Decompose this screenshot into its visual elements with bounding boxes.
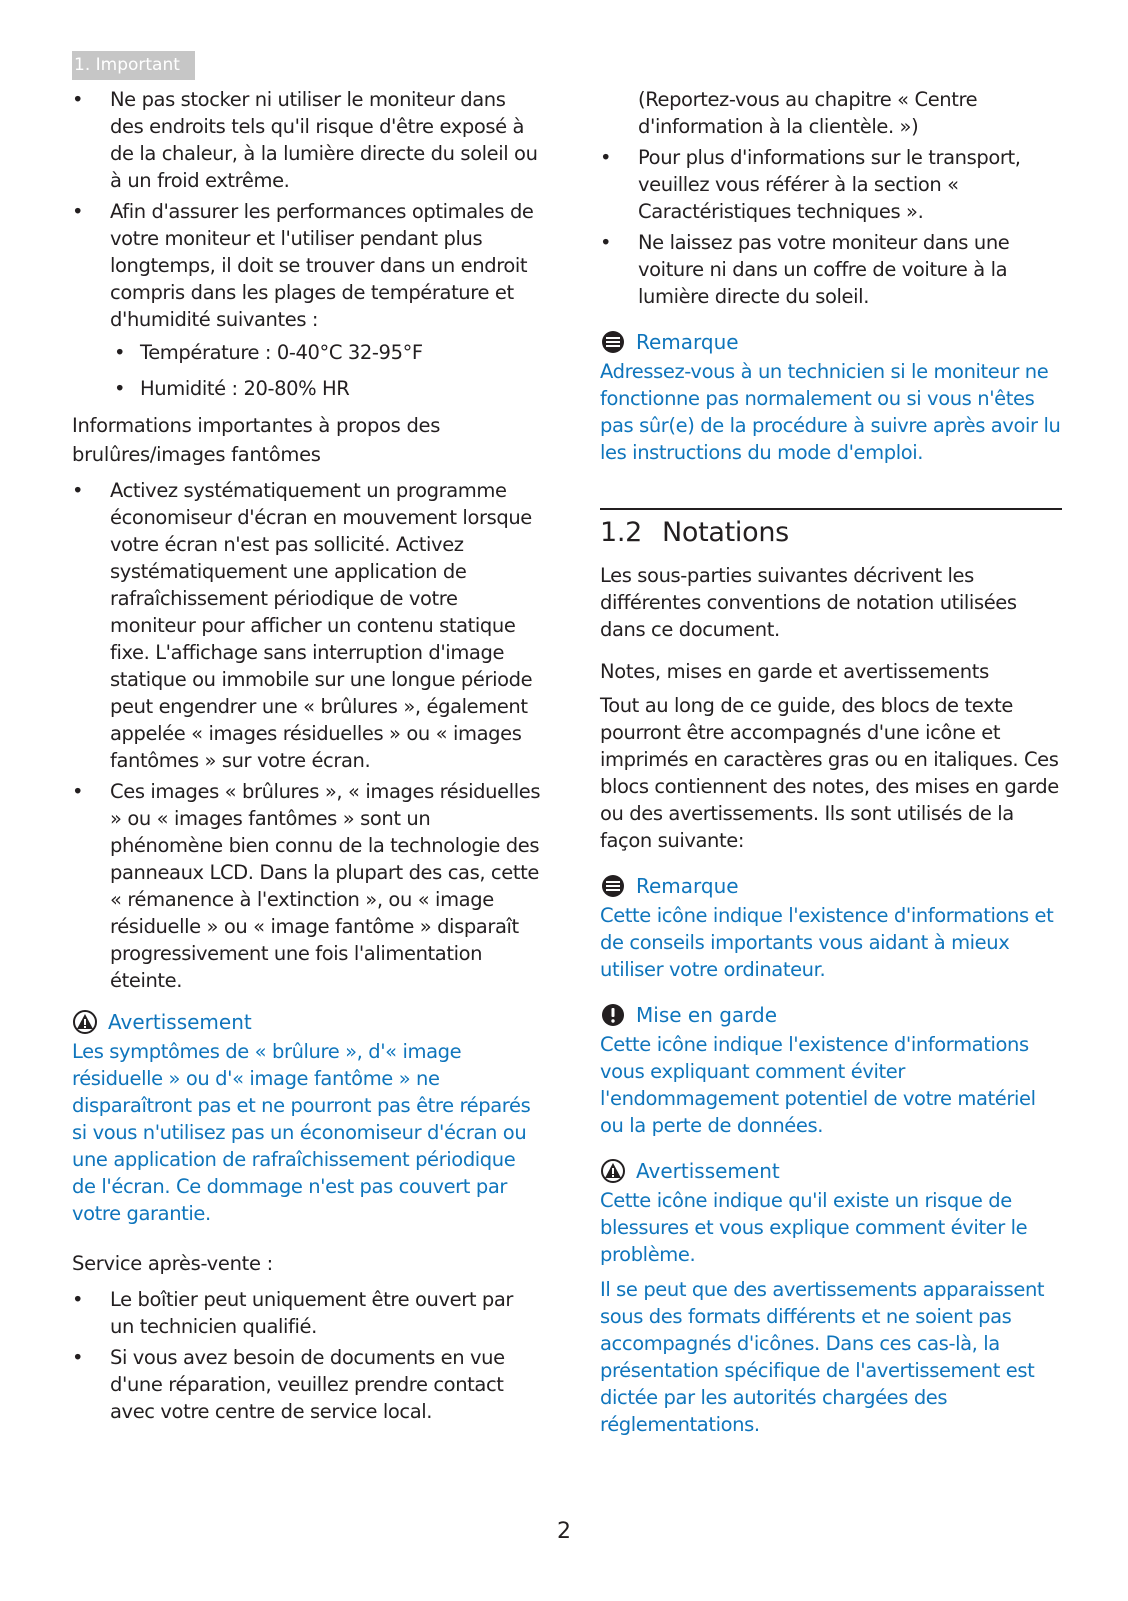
list-item: • Si vous avez besoin de documents en vue d'une réparation, veuillez prendre contact avec votre centre de service local. (72, 1344, 542, 1425)
note-icon (600, 874, 626, 898)
notes-heading: Notes, mises en garde et avertissements (600, 660, 989, 683)
section-number: 1.2 (600, 517, 643, 548)
warning-body: Les symptômes de « brûlure », d'« image résiduelle » ou d'« image fantôme » ne disparaîtront pas et ne pourront pas être réparés si vous n'utilisez pas un économiseur d'écran ou une application de rafraîchissement périodique de l'écran. Ce dommage n'est pas couvert par votre garantie. (72, 1040, 531, 1225)
notes-paragraph: Tout au long de ce guide, des blocs de texte pourront être accompagnés d'une icône et imprimés en caractères gras ou en italiques. Ces blocs contiennent des notes, des mises en garde ou des avertissements. Ils sont utilisés de la façon suivante: (600, 694, 1059, 852)
section-title (600, 512, 1062, 554)
warning-title-label: Avertissement (636, 1159, 780, 1183)
remark-body: Cette icône indique l'existence d'informations et de conseils importants vous aidant à mieux utiliser votre ordinateur. (600, 904, 1054, 981)
caution-body: Cette icône indique l'existence d'informations vous expliquant comment éviter l'endommagement potentiel de votre matériel ou la perte de données. (600, 1033, 1036, 1137)
notations-intro: Les sous-parties suivantes décrivent les différentes conventions de notation utilisées dans ce document. (600, 564, 1017, 641)
section-divider (600, 508, 1062, 510)
warning-icon (600, 1159, 626, 1183)
list-item: • Le boîtier peut uniquement être ouvert par un technicien qualifié. (72, 1286, 542, 1340)
list-item: • Activez systématiquement un programme économiseur d'écran en mouvement lorsque votre écran n'est pas sollicité. Activez systématiquement une application de rafraîchissement périodique de votre moniteur pour afficher un contenu statique fixe. L'affichage sans interruption d'image statique ou immobile sur une longue période peut engendrer une « brûlures », également appelée « images résiduelles » ou « images fantômes » sur votre écran. (72, 477, 542, 774)
service-bullet-list (72, 1286, 542, 1425)
warning-title (600, 1157, 1062, 1185)
warning-title (72, 1008, 542, 1036)
remark-title-label: Remarque (636, 874, 739, 898)
caution-title-label: Mise en garde (636, 1003, 778, 1027)
warning-body: Cette icône indique qu'il existe un risque de blessures et vous explique comment éviter le problème. (600, 1189, 1028, 1266)
warning-icon (72, 1010, 98, 1034)
right-column (600, 86, 1062, 1438)
section-title-text: Notations (662, 517, 789, 548)
chapter-tab: 1. Important (72, 51, 195, 80)
service-heading: Service après-vente : (72, 1252, 273, 1275)
sub-list-item: • Température : 0-40°C 32-95°F (110, 339, 542, 366)
remark-body: Adressez-vous à un technicien si le moniteur ne fonctionne pas normalement ou si vous n'êtes pas sûr(e) de la procédure à suivre après avoir lu les instructions du mode d'emploi. (600, 360, 1061, 464)
caution-icon (600, 1003, 626, 1027)
page-number: 2 (557, 1519, 571, 1544)
list-item: • Pour plus d'informations sur le transport, veuillez vous référer à la section « Caractéristiques techniques ». (600, 144, 1062, 225)
note-icon (600, 330, 626, 354)
burn-in-bullet-list (72, 477, 542, 994)
conditions-sub-list (110, 339, 542, 402)
left-column (72, 86, 542, 1429)
list-item (72, 198, 542, 402)
list-item: • Ne laissez pas votre moniteur dans une voiture ni dans un coffre de voiture à la lumière directe du soleil. (600, 229, 1062, 310)
sub-list-item: • Humidité : 20-80% HR (110, 375, 542, 402)
closing-paragraph: Il se peut que des avertissements apparaissent sous des formats différents et ne soient pas accompagnés d'icônes. Dans ces cas-là, la présentation spécifique de l'avertissement est dictée par les autorités chargées des réglementations. (600, 1278, 1045, 1436)
list-item: • Ne pas stocker ni utiliser le moniteur dans des endroits tels qu'il risque d'être exposé à de la chaleur, à la lumière directe du soleil ou à un froid extrême. (72, 86, 542, 194)
caution-title (600, 1001, 1062, 1029)
remark-title (600, 328, 1062, 356)
list-item: • Ces images « brûlures », « images résiduelles » ou « images fantômes » sont un phénomène bien connu de la technologie des panneaux LCD. Dans la plupart des cas, cette « rémanence à l'extinction », ou « image résiduelle » ou « image fantôme » disparaît progressivement une fois l'alimentation éteinte. (72, 778, 542, 994)
warning-title-label: Avertissement (108, 1010, 252, 1034)
remark-title (600, 872, 1062, 900)
transport-bullet-list (600, 144, 1062, 310)
remark-title-label: Remarque (636, 330, 739, 354)
list-item-text: Afin d'assurer les performances optimales de votre moniteur et l'utiliser pendant plus longtemps, il doit se trouver dans un endroit compris dans les plages de température et d'humidité suivantes : (110, 200, 534, 331)
storage-bullet-list (72, 86, 542, 402)
burn-in-heading: Informations importantes à propos des brulûres/images fantômes (72, 414, 441, 466)
continued-text: (Reportez-vous au chapitre « Centre d'information à la clientèle. ») (638, 88, 978, 138)
